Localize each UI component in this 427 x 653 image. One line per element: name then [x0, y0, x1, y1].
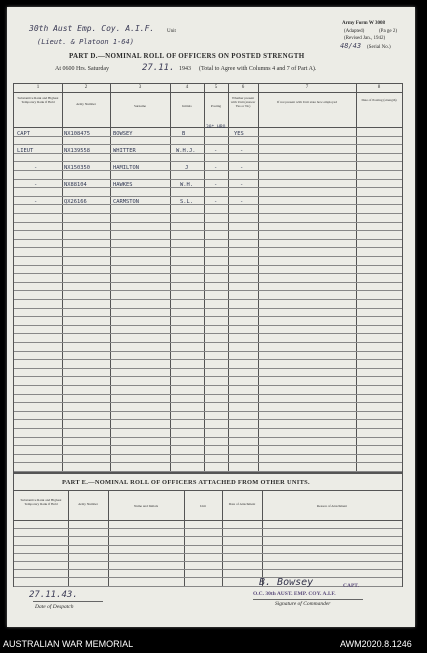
part-d-title: PART D.—NOMINAL ROLL OF OFFICERS ON POSTED STRENGTH	[69, 52, 305, 60]
part-e-title: PART E.—NOMINAL ROLL OF OFFICERS ATTACHED FROM OTHER UNITS.	[62, 479, 310, 486]
col-num-6: 6	[241, 85, 245, 90]
stamp-rank: CAPT.	[343, 583, 359, 589]
serial-handwritten: 48/43	[340, 42, 362, 50]
form-page: (Pa ge 2)	[379, 29, 398, 34]
col-header-rank: Substantive Rank and Highest Temporary Rank if Held	[17, 96, 59, 104]
row-2-surname: WHITTER	[113, 148, 136, 154]
row-1-rank: CAPT	[17, 131, 30, 137]
despatch-date-handwritten: 27.11.43.	[29, 590, 78, 600]
year: 1943	[179, 66, 191, 72]
despatch-label: Date of Despatch	[35, 604, 74, 610]
row-2-rank: LIEUT	[17, 148, 34, 154]
rule-line	[14, 161, 402, 162]
col-num-2: 2	[84, 85, 88, 90]
e-col-header-unit: Unit	[199, 504, 207, 508]
rule-line	[14, 299, 402, 300]
col-header-number: Army Number	[76, 102, 96, 106]
at-text: At 0600 Hrs. Saturday	[55, 66, 109, 72]
rule-line	[14, 222, 402, 223]
row-2-number: NX139558	[64, 148, 90, 154]
row-3-posting: -	[214, 165, 218, 171]
rule-line	[14, 454, 402, 455]
rule-line	[14, 351, 402, 352]
e-col-header-name: Name and Initials	[133, 504, 159, 508]
row-4-rank: -	[34, 182, 38, 188]
col-header-date: Date of Posting (strength)	[361, 98, 397, 102]
row-4-surname: HAWKES	[113, 182, 133, 188]
col-header-posting: Posting	[210, 104, 222, 108]
row-5-initials: S.L.	[180, 199, 193, 205]
rule-line	[14, 462, 402, 463]
row-5-present: -	[240, 199, 244, 205]
rule-line	[14, 196, 402, 197]
total-note: (Total to Agree with Columns 4 and 7 of Part A).	[199, 66, 317, 72]
rule-line	[14, 445, 402, 446]
rule-line	[14, 239, 402, 240]
rule-line	[14, 528, 402, 529]
e-col-header-rank: Substantive Rank and Highest Temporary Rank if Held	[20, 498, 62, 506]
rule-line	[14, 561, 402, 562]
footer-right: AWM2020.8.1246	[340, 639, 412, 649]
e-col-header-number: Army Number	[78, 502, 98, 506]
rule-line	[14, 577, 402, 578]
row-3-rank: -	[34, 165, 38, 171]
row-4-posting: -	[214, 182, 218, 188]
rule-line	[14, 368, 402, 369]
form-name: Army Form W 3008	[342, 21, 386, 26]
rule-line	[14, 545, 402, 546]
part-d-table	[13, 83, 403, 473]
unit-label: Unit	[167, 29, 176, 34]
rule-line	[14, 213, 402, 214]
serial-label: (Serial No.)	[367, 45, 391, 50]
row-5-posting: -	[214, 199, 218, 205]
rule-line	[14, 536, 402, 537]
row-2-initials: W.H.J.	[176, 148, 196, 154]
row-3-number: NX150350	[64, 165, 90, 171]
row-3-present: -	[240, 165, 244, 171]
row-2-present: -	[240, 148, 244, 154]
row-1-present: YES	[234, 131, 244, 137]
date-handwritten: 27.11.	[142, 63, 175, 73]
rule-line	[14, 282, 402, 283]
form-revised: (Revised Jan., 1942)	[344, 36, 386, 41]
rule-line	[14, 419, 402, 420]
commander-label: Signature of Commander	[275, 601, 331, 607]
col-num-8: 8	[377, 85, 381, 90]
rule-line	[14, 316, 402, 317]
stamp-line: O.C. 30th AUST. EMP. COY. A.I.F.	[253, 591, 336, 597]
rule-line	[14, 179, 402, 180]
rule-line	[14, 385, 402, 386]
row-4-number: NX88104	[64, 182, 87, 188]
rule-line	[14, 411, 402, 412]
col-header-surname: Surname	[133, 104, 147, 108]
rule-line	[14, 273, 402, 274]
e-col-header-reason: Reason of Attachment	[316, 504, 348, 508]
unit-sub-handwritten: (Lieut. & Platoon 1-64)	[37, 38, 134, 46]
col-header-initials: Initials	[182, 104, 192, 108]
footer-left: AUSTRALIAN WAR MEMORIAL	[3, 639, 134, 649]
signature-handwritten: B. Bowsey	[259, 577, 314, 588]
row-3-surname: HAMILTON	[113, 165, 139, 171]
row-3-initials: J	[185, 165, 189, 171]
rule-line	[14, 569, 402, 570]
rule-line	[14, 333, 402, 334]
rule-line	[14, 247, 402, 248]
rule-line	[14, 308, 402, 309]
col-header-present: Whether present with Unit (answer Yes or No)	[230, 96, 256, 108]
col-num-3: 3	[138, 85, 142, 90]
form-adapted: (Adapted)	[344, 29, 365, 34]
archive-footer	[0, 632, 427, 653]
col-num-7: 7	[305, 85, 309, 90]
row-5-rank: -	[34, 199, 38, 205]
rule-line	[14, 394, 402, 395]
row-4-present: -	[240, 182, 244, 188]
row-2-posting: -	[214, 148, 218, 154]
rule-line	[14, 402, 402, 403]
row-1-surname: BOWSEY	[113, 131, 133, 137]
rule-line	[14, 230, 402, 231]
row-1-initials: B	[182, 131, 186, 137]
rule-line	[14, 471, 402, 472]
row-4-initials: W.H.	[180, 182, 193, 188]
col-header-employed: If not present with Unit state how employed	[277, 100, 337, 104]
e-col-header-date: Date of Attachment	[228, 502, 256, 506]
rule-line	[14, 342, 402, 343]
row-5-surname: CARMSTON	[113, 199, 139, 205]
rule-line	[14, 325, 402, 326]
rule-line	[14, 428, 402, 429]
row-5-number: QX26166	[64, 199, 87, 205]
unit-handwritten: 30th Aust Emp. Coy. A.I.F.	[29, 24, 155, 33]
part-e-table	[13, 473, 403, 587]
rule-line	[14, 376, 402, 377]
row-1-posting: 30* HRO	[206, 125, 226, 130]
rule-line	[14, 359, 402, 360]
rule-line	[14, 265, 402, 266]
rule-line	[14, 437, 402, 438]
rule-line	[14, 553, 402, 554]
row-1-number: NX108475	[64, 131, 90, 137]
form-page	[7, 7, 415, 627]
col-num-5: 5	[214, 85, 218, 90]
rule-line	[14, 256, 402, 257]
col-num-1: 1	[36, 85, 40, 90]
rule-line	[14, 144, 402, 145]
rule-line	[14, 290, 402, 291]
col-num-4: 4	[185, 85, 189, 90]
